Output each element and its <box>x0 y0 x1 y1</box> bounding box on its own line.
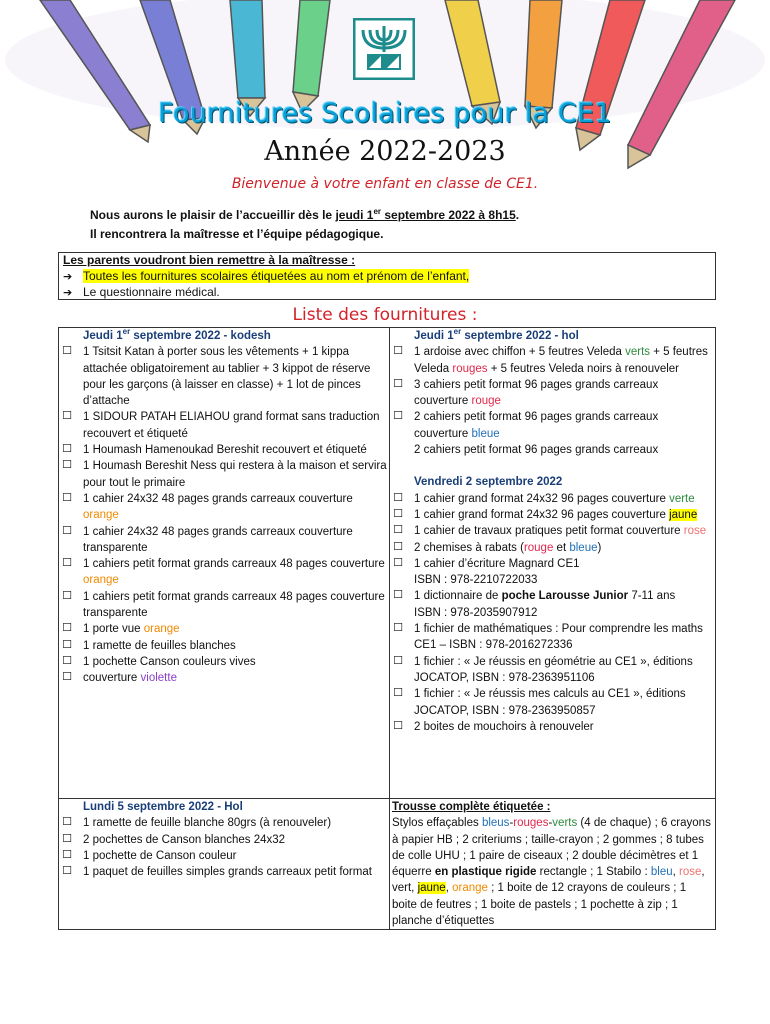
item-text-part: 2 cahiers petit format 96 pages grands carreaux couverture <box>414 411 659 440</box>
item-text: 2 pochettes de Canson blanches 24x32 <box>83 833 286 846</box>
color-word: rose <box>683 525 707 538</box>
item-text-part: 2 chemises à rabats ( <box>414 541 524 554</box>
checkbox-icon[interactable] <box>61 493 73 504</box>
list-item <box>392 588 713 604</box>
checkbox-icon[interactable] <box>392 493 404 504</box>
item-text-part: 3 cahiers petit format 96 pages grands carreaux couverture <box>414 378 659 408</box>
color-word: violette <box>140 672 177 685</box>
list-item <box>392 377 713 410</box>
start-date-day: jeudi 1 <box>335 208 374 222</box>
list-item <box>392 540 713 556</box>
list-item <box>61 491 387 524</box>
checkbox-icon[interactable] <box>392 656 404 667</box>
list-item <box>392 686 713 719</box>
item-text-bold: poche Larousse Junior <box>501 590 629 603</box>
list-item <box>61 815 387 831</box>
school-year: Année 2022-2023 <box>264 136 506 167</box>
kodesh-header <box>61 328 387 344</box>
spacer <box>392 458 713 474</box>
trousse-text-part: rectangle ; 1 Stabilo : <box>536 866 651 879</box>
item-text-part: 1 cahier 24x32 48 pages grands carreaux couverture <box>83 492 353 505</box>
color-word: verts <box>625 346 651 359</box>
trousse-text-part: - <box>548 817 553 830</box>
isbn-line: ISBN : 978-2035907912 <box>414 606 538 619</box>
checkbox-icon[interactable] <box>61 460 73 471</box>
item-text <box>414 540 601 556</box>
item-text <box>414 523 706 539</box>
list-item <box>392 621 713 654</box>
checkbox-icon[interactable] <box>61 411 73 422</box>
arrow-right-icon: ➔ <box>63 287 73 299</box>
item-text <box>414 377 713 410</box>
item-text <box>414 344 713 377</box>
hol-header-sup: er <box>453 327 462 337</box>
checkbox-icon[interactable] <box>61 817 73 828</box>
list-item <box>392 344 713 377</box>
hol-header-day: Jeudi 1 <box>414 330 454 342</box>
supplies-row-2 <box>59 799 716 930</box>
remit-box <box>58 252 716 300</box>
checkbox-icon[interactable] <box>392 411 404 422</box>
item-text-part: 1 ardoise avec chiffon + 5 feutres Veleda <box>414 346 626 359</box>
item-text <box>414 491 695 507</box>
trousse-text-part: ; 1 boite de 12 crayons de couleurs ; 1 boite de feutres ; 1 boite de pastels ; 1 pochette à zip ; 1 planche d’étiquettes <box>392 882 687 928</box>
intro-period: . <box>515 208 520 222</box>
checkbox-icon[interactable] <box>61 444 73 455</box>
kodesh-header-day: Jeudi 1 <box>83 330 123 342</box>
checkbox-icon[interactable] <box>392 346 404 357</box>
item-text <box>414 409 713 442</box>
trousse-text-part: , <box>445 882 453 895</box>
list-item <box>61 654 387 670</box>
color-word: rouge <box>471 395 501 408</box>
list-item <box>61 442 387 458</box>
color-word: verts <box>552 817 578 830</box>
list-item <box>61 344 387 409</box>
checkbox-icon[interactable] <box>61 850 73 861</box>
trousse-heading: Trousse complète étiquetée : <box>392 801 551 813</box>
trousse-text-part: Stylos effaçables <box>392 817 482 830</box>
remit-item-2: Le questionnaire médical. <box>83 285 220 299</box>
start-date-sup: er <box>373 207 382 216</box>
school-logo <box>353 18 415 80</box>
list-item <box>61 458 387 491</box>
list-item <box>61 556 387 589</box>
item-text-part: + 5 feutres Veleda noirs à renouveler <box>487 362 680 375</box>
item-text <box>414 507 697 523</box>
remit-item-1: Toutes les fournitures scolaires étiquetées au nom et prénom de l’enfant, <box>83 268 470 283</box>
trousse-cell <box>390 799 716 930</box>
item-text: 1 fichier : « Je réussis en géométrie au CE1 », éditions JOCATOP, ISBN : 978-2363951106 <box>414 655 693 684</box>
checkbox-icon[interactable] <box>61 591 73 602</box>
intro-line-1 <box>90 206 519 225</box>
checkbox-icon[interactable] <box>392 509 404 520</box>
checkbox-icon[interactable] <box>61 672 73 683</box>
checkbox-icon[interactable] <box>61 656 73 667</box>
checkbox-icon[interactable] <box>61 834 73 845</box>
start-date-rest: septembre 2022 à 8h15 <box>381 208 516 222</box>
list-item <box>61 638 387 654</box>
trousse-text-part: (4 de chaque) ; 6 crayons à papier HB ; 2 criteriums ; taille-crayon ; 2 gommes ; 8 tubes de colle UHU ; 1 paire de ciseaux ; 2 double décimètres et 1 équerre <box>392 817 711 879</box>
item-text-part: couverture <box>83 672 141 685</box>
checkbox-icon[interactable] <box>392 623 404 634</box>
checkbox-icon[interactable] <box>392 590 404 601</box>
item-text-part: 1 dictionnaire de <box>414 590 502 603</box>
list-item <box>392 491 713 507</box>
list-item <box>61 409 387 442</box>
item-text-part: 1 cahier grand format 24x32 96 pages couverture <box>414 492 670 505</box>
list-item <box>61 864 387 880</box>
item-text <box>414 588 675 604</box>
list-title: Liste des fournitures : <box>292 305 478 325</box>
color-word: orange <box>83 509 119 522</box>
item-text-part: 1 cahiers petit format grands carreaux 48 pages couverture <box>83 558 385 571</box>
trousse-text-bold: en plastique rigide <box>434 866 537 879</box>
item-text: 1 paquet de feuilles simples grands carreaux petit format <box>83 866 372 879</box>
list-item <box>61 621 387 637</box>
trousse-text <box>392 815 713 929</box>
friday-header: Vendredi 2 septembre 2022 <box>414 476 563 489</box>
checkbox-icon[interactable] <box>61 640 73 651</box>
intro-line-2: Il rencontrera la maîtresse et l’équipe pédagogique. <box>90 227 384 241</box>
item-text: 1 cahier 24x32 48 pages grands carreaux couverture transparente <box>83 525 353 554</box>
checkbox-icon[interactable] <box>61 346 73 357</box>
color-word: rouges <box>513 817 549 830</box>
supplies-table <box>58 327 716 930</box>
hol-cell <box>390 328 716 799</box>
checkbox-icon[interactable] <box>61 558 73 569</box>
item-text: 1 SIDOUR PATAH ELIAHOU grand format sans traduction recouvert et étiqueté <box>83 411 380 440</box>
item-text <box>83 670 177 686</box>
list-item <box>61 589 387 622</box>
list-item <box>392 719 713 735</box>
welcome-message: Bienvenue à votre enfant en classe de CE1. <box>231 176 539 192</box>
trousse-text-part: , vert, <box>392 866 705 895</box>
item-text-part: 7-11 ans <box>628 590 676 603</box>
checkbox-icon[interactable] <box>61 526 73 537</box>
item-text: 1 cahier d’écriture Magnard CE1 <box>414 557 580 570</box>
item-text-part: + 5 feutres Veleda <box>414 346 708 375</box>
intro-text <box>90 206 519 244</box>
item-text: 1 Houmash Hamenoukad Bereshit recouvert et étiqueté <box>83 444 367 457</box>
arrow-right-icon: ➔ <box>63 270 73 283</box>
trousse-text-part: , <box>672 866 680 879</box>
intro-text-part: Nous aurons le plaisir de l’accueillir dès le <box>90 208 336 222</box>
color-word: bleu <box>650 866 673 879</box>
item-text: 1 pochette de Canson couleur <box>83 849 237 862</box>
trousse-text-part: - <box>509 817 514 830</box>
color-word: bleue <box>569 541 598 554</box>
color-word: orange <box>143 623 180 636</box>
item-text: 1 fichier de mathématiques : Pour comprendre les maths CE1 – ISBN : 978-2016272336 <box>414 623 703 652</box>
item-text: 1 Houmash Bereshit Ness qui restera à la maison et servira pour tout le primaire <box>83 460 387 489</box>
item-text <box>83 556 387 589</box>
page-title: Fournitures Scolaires pour la CE1 <box>158 98 612 129</box>
list-item-continuation: 2 cahiers petit format 96 pages grands carreaux <box>414 444 659 457</box>
list-item <box>392 654 713 687</box>
color-word: orange <box>83 574 119 587</box>
color-word: rouge <box>523 541 554 554</box>
remit-item-labels <box>63 269 711 286</box>
list-item <box>392 507 713 523</box>
remit-heading: Les parents voudront bien remettre à la maîtresse : <box>63 253 356 267</box>
item-text: 1 ramette de feuille blanche 80grs (à renouveler) <box>83 817 332 830</box>
supplies-row-1 <box>59 328 716 799</box>
lundi-header: Lundi 5 septembre 2022 - Hol <box>83 801 243 813</box>
kodesh-cell <box>59 328 390 799</box>
item-text <box>83 621 180 637</box>
color-word: jaune <box>417 882 446 895</box>
item-text: 1 cahiers petit format grands carreaux 48 pages couverture transparente <box>83 590 385 620</box>
item-text-part: 1 cahier de travaux pratiques petit format couverture <box>414 525 684 538</box>
color-word: bleue <box>471 427 500 440</box>
item-text-part: et <box>553 541 570 554</box>
item-text <box>83 491 387 524</box>
color-word: verte <box>669 492 695 505</box>
color-word: bleus <box>481 817 510 830</box>
checkbox-icon[interactable] <box>392 688 404 699</box>
checkbox-icon[interactable] <box>392 379 404 390</box>
list-item <box>61 670 387 686</box>
hol-header <box>392 328 713 344</box>
list-item <box>61 524 387 557</box>
item-text: 1 fichier : « Je réussis mes calculs au CE1 », éditions JOCATOP, ISBN : 978-2363950857 <box>414 688 686 717</box>
checkbox-icon[interactable] <box>392 721 404 732</box>
start-date <box>335 208 515 222</box>
remit-item-medical <box>63 285 711 302</box>
checkbox-icon[interactable] <box>392 558 404 569</box>
list-item <box>61 848 387 864</box>
list-item <box>392 409 713 442</box>
kodesh-header-rest: septembre 2022 - kodesh <box>130 330 271 342</box>
item-text-part: 1 porte vue <box>83 623 144 636</box>
list-item <box>392 523 713 539</box>
checkbox-icon[interactable] <box>61 866 73 877</box>
item-text: 1 ramette de feuilles blanches <box>83 639 236 652</box>
checkbox-icon[interactable] <box>392 525 404 536</box>
kodesh-header-sup: er <box>122 327 131 337</box>
color-word: orange <box>452 882 488 895</box>
checkbox-icon[interactable] <box>61 623 73 634</box>
isbn-line: ISBN : 978-2210722033 <box>414 574 538 587</box>
hol-header-rest: septembre 2022 - hol <box>461 330 579 342</box>
item-text: 2 boites de mouchoirs à renouveler <box>414 720 594 733</box>
lundi-cell <box>59 799 390 930</box>
checkbox-icon[interactable] <box>392 542 404 553</box>
item-text: 1 Tsitsit Katan à porter sous les vêtements + 1 kippa attachée obligatoirement au tablier + 3 kippot de réserve pour les garçons (à laisser en classe) + 1 lot de pinces d’attache <box>83 346 371 408</box>
list-item <box>392 556 713 572</box>
color-word: jaune <box>669 508 698 521</box>
item-text-part: ) <box>597 541 602 554</box>
color-word: rouges <box>452 362 488 375</box>
item-text: 1 pochette Canson couleurs vives <box>83 655 256 668</box>
item-text-part: 1 cahier grand format 24x32 96 pages couverture <box>414 508 670 521</box>
list-item <box>61 832 387 848</box>
color-word: rose <box>679 866 702 879</box>
